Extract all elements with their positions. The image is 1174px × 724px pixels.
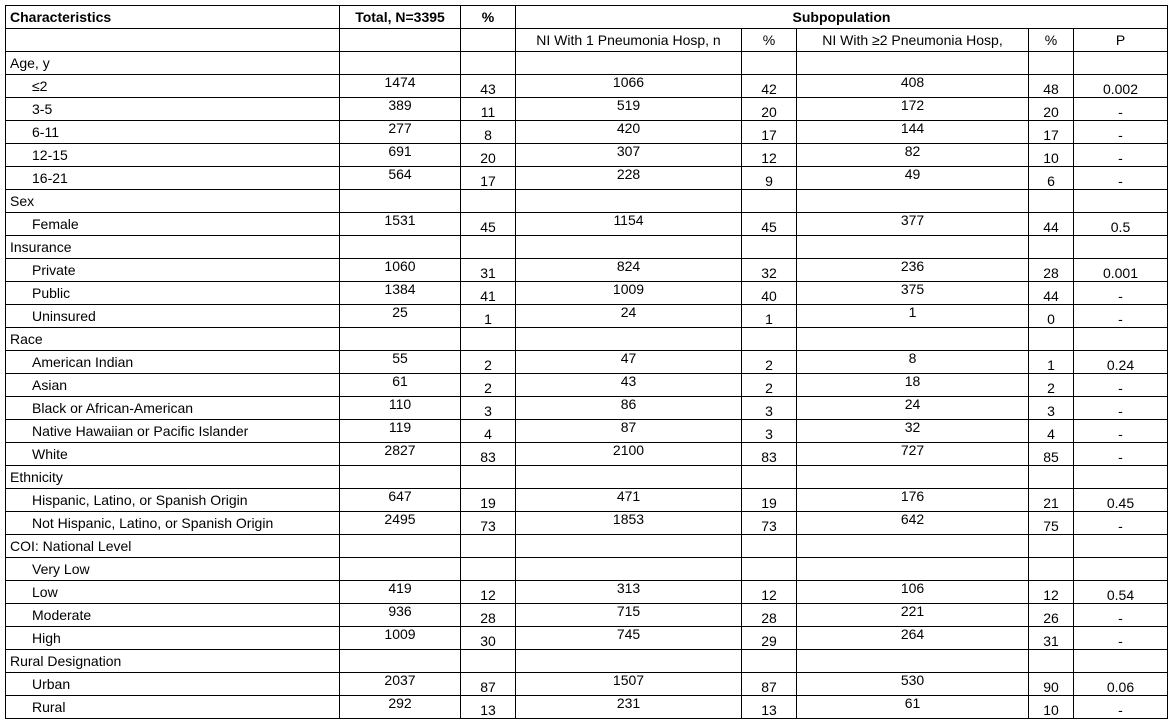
pct-cell: 12 <box>461 581 516 604</box>
ni2-cell: 176 <box>797 489 1029 512</box>
pct-cell: 13 <box>461 696 516 719</box>
ni1-cell <box>516 52 742 75</box>
pct-cell: 83 <box>461 443 516 466</box>
ni2-cell: 82 <box>797 144 1029 167</box>
ni2-pct-cell: 44 <box>1029 213 1074 236</box>
ni1-cell: 86 <box>516 397 742 420</box>
ni2-pct-cell: 44 <box>1029 282 1074 305</box>
row-label: American Indian <box>6 351 340 374</box>
category-label: COI: National Level <box>6 535 340 558</box>
header-blank <box>340 29 461 52</box>
total-cell: 277 <box>340 121 461 144</box>
pct-cell <box>461 236 516 259</box>
ni2-pct-cell <box>1029 236 1074 259</box>
ni2-pct-cell: 21 <box>1029 489 1074 512</box>
ni2-cell: 727 <box>797 443 1029 466</box>
row-label: 3-5 <box>6 98 340 121</box>
ni1-cell: 47 <box>516 351 742 374</box>
ni1-cell: 1009 <box>516 282 742 305</box>
row-label: Urban <box>6 673 340 696</box>
ni2-cell: 1 <box>797 305 1029 328</box>
ni2-cell <box>797 650 1029 673</box>
pct-cell: 43 <box>461 75 516 98</box>
pct-cell <box>461 190 516 213</box>
ni2-pct-cell: 10 <box>1029 144 1074 167</box>
total-cell <box>340 466 461 489</box>
header-p: P <box>1074 29 1168 52</box>
table-row <box>6 144 1168 167</box>
ni1-pct-cell <box>742 466 797 489</box>
table-row <box>6 397 1168 420</box>
p-cell <box>1074 466 1168 489</box>
ni2-pct-cell: 20 <box>1029 98 1074 121</box>
total-cell: 1009 <box>340 627 461 650</box>
ni1-pct-cell: 13 <box>742 696 797 719</box>
ni2-cell: 24 <box>797 397 1029 420</box>
ni1-pct-cell <box>742 650 797 673</box>
total-cell: 2037 <box>340 673 461 696</box>
p-cell: 0.06 <box>1074 673 1168 696</box>
ni1-cell: 745 <box>516 627 742 650</box>
table-row <box>6 75 1168 98</box>
table-container <box>5 5 1168 719</box>
ni2-pct-cell <box>1029 52 1074 75</box>
ni2-pct-cell: 48 <box>1029 75 1074 98</box>
pct-cell: 73 <box>461 512 516 535</box>
row-label: ≤2 <box>6 75 340 98</box>
ni2-pct-cell: 31 <box>1029 627 1074 650</box>
ni1-cell: 1066 <box>516 75 742 98</box>
characteristics-table <box>5 5 1168 719</box>
header-ni1: NI With 1 Pneumonia Hosp, n <box>516 29 742 52</box>
pct-cell: 2 <box>461 351 516 374</box>
ni2-pct-cell: 28 <box>1029 259 1074 282</box>
ni1-pct-cell: 2 <box>742 351 797 374</box>
ni2-cell: 18 <box>797 374 1029 397</box>
ni1-pct-cell <box>742 236 797 259</box>
total-cell: 55 <box>340 351 461 374</box>
p-cell: - <box>1074 282 1168 305</box>
total-cell: 25 <box>340 305 461 328</box>
ni2-cell: 32 <box>797 420 1029 443</box>
ni2-pct-cell <box>1029 558 1074 581</box>
table-row <box>6 558 1168 581</box>
total-cell: 389 <box>340 98 461 121</box>
pct-cell <box>461 650 516 673</box>
table-row <box>6 627 1168 650</box>
ni2-pct-cell: 4 <box>1029 420 1074 443</box>
total-cell: 2827 <box>340 443 461 466</box>
ni1-cell: 519 <box>516 98 742 121</box>
pct-cell: 30 <box>461 627 516 650</box>
row-label: Rural <box>6 696 340 719</box>
pct-cell: 19 <box>461 489 516 512</box>
ni2-pct-cell: 2 <box>1029 374 1074 397</box>
row-label: High <box>6 627 340 650</box>
p-cell <box>1074 535 1168 558</box>
header-characteristics: Characteristics <box>6 6 340 29</box>
header-total: Total, N=3395 <box>340 6 461 29</box>
pct-cell: 8 <box>461 121 516 144</box>
ni2-cell: 172 <box>797 98 1029 121</box>
category-label: Rural Designation <box>6 650 340 673</box>
ni1-cell: 471 <box>516 489 742 512</box>
pct-cell <box>461 558 516 581</box>
ni1-pct-cell: 9 <box>742 167 797 190</box>
ni1-cell <box>516 650 742 673</box>
p-cell: - <box>1074 604 1168 627</box>
ni1-cell: 715 <box>516 604 742 627</box>
row-label: 6-11 <box>6 121 340 144</box>
ni1-pct-cell: 12 <box>742 581 797 604</box>
ni2-pct-cell: 12 <box>1029 581 1074 604</box>
category-label: Ethnicity <box>6 466 340 489</box>
row-label: Asian <box>6 374 340 397</box>
total-cell: 119 <box>340 420 461 443</box>
total-cell <box>340 236 461 259</box>
row-label: 16-21 <box>6 167 340 190</box>
p-cell: 0.54 <box>1074 581 1168 604</box>
ni1-pct-cell: 73 <box>742 512 797 535</box>
p-cell: - <box>1074 443 1168 466</box>
row-label: Female <box>6 213 340 236</box>
ni2-cell <box>797 466 1029 489</box>
header-blank <box>6 29 340 52</box>
ni2-cell <box>797 328 1029 351</box>
table-row <box>6 512 1168 535</box>
total-cell: 1531 <box>340 213 461 236</box>
ni2-pct-cell: 6 <box>1029 167 1074 190</box>
total-cell: 647 <box>340 489 461 512</box>
row-label: Public <box>6 282 340 305</box>
ni2-cell <box>797 535 1029 558</box>
header-ni2: NI With ≥2 Pneumonia Hosp, <box>797 29 1029 52</box>
row-label: Moderate <box>6 604 340 627</box>
pct-cell: 3 <box>461 397 516 420</box>
total-cell: 1384 <box>340 282 461 305</box>
ni2-pct-cell: 85 <box>1029 443 1074 466</box>
pct-cell: 1 <box>461 305 516 328</box>
ni1-pct-cell: 87 <box>742 673 797 696</box>
category-row <box>6 190 1168 213</box>
header-subpopulation: Subpopulation <box>516 6 1168 29</box>
row-label: Very Low <box>6 558 340 581</box>
ni2-pct-cell: 75 <box>1029 512 1074 535</box>
total-cell: 1060 <box>340 259 461 282</box>
table-row <box>6 121 1168 144</box>
p-cell: - <box>1074 512 1168 535</box>
p-cell: - <box>1074 627 1168 650</box>
table-row <box>6 167 1168 190</box>
header-blank <box>461 29 516 52</box>
row-label: Low <box>6 581 340 604</box>
pct-cell <box>461 52 516 75</box>
ni1-cell <box>516 328 742 351</box>
category-label: Race <box>6 328 340 351</box>
ni1-pct-cell: 1 <box>742 305 797 328</box>
ni2-cell: 106 <box>797 581 1029 604</box>
ni1-cell: 307 <box>516 144 742 167</box>
ni2-cell: 236 <box>797 259 1029 282</box>
row-label: White <box>6 443 340 466</box>
table-row <box>6 213 1168 236</box>
p-cell: 0.001 <box>1074 259 1168 282</box>
ni1-cell <box>516 558 742 581</box>
table-body <box>6 52 1168 719</box>
table-row <box>6 443 1168 466</box>
ni1-pct-cell: 20 <box>742 98 797 121</box>
ni2-cell <box>797 190 1029 213</box>
ni1-cell: 43 <box>516 374 742 397</box>
total-cell <box>340 650 461 673</box>
pct-cell <box>461 466 516 489</box>
ni1-pct-cell: 3 <box>742 420 797 443</box>
category-label: Age, y <box>6 52 340 75</box>
row-label: Black or African-American <box>6 397 340 420</box>
ni1-pct-cell: 45 <box>742 213 797 236</box>
ni1-pct-cell <box>742 328 797 351</box>
p-cell <box>1074 236 1168 259</box>
table-row <box>6 581 1168 604</box>
ni1-cell: 824 <box>516 259 742 282</box>
ni2-cell: 530 <box>797 673 1029 696</box>
ni1-pct-cell: 12 <box>742 144 797 167</box>
ni1-cell: 228 <box>516 167 742 190</box>
pct-cell: 45 <box>461 213 516 236</box>
ni2-cell: 375 <box>797 282 1029 305</box>
total-cell: 936 <box>340 604 461 627</box>
ni1-pct-cell: 42 <box>742 75 797 98</box>
ni2-cell: 221 <box>797 604 1029 627</box>
p-cell: 0.002 <box>1074 75 1168 98</box>
ni1-cell: 313 <box>516 581 742 604</box>
ni1-pct-cell: 3 <box>742 397 797 420</box>
table-row <box>6 604 1168 627</box>
pct-cell: 2 <box>461 374 516 397</box>
total-cell: 564 <box>340 167 461 190</box>
total-cell: 292 <box>340 696 461 719</box>
ni2-cell: 264 <box>797 627 1029 650</box>
ni1-cell <box>516 190 742 213</box>
p-cell: - <box>1074 98 1168 121</box>
ni2-cell: 408 <box>797 75 1029 98</box>
p-cell: - <box>1074 121 1168 144</box>
total-cell <box>340 190 461 213</box>
p-cell <box>1074 328 1168 351</box>
header-row-2 <box>6 29 1168 52</box>
row-label: Private <box>6 259 340 282</box>
row-label: 12-15 <box>6 144 340 167</box>
ni1-cell: 24 <box>516 305 742 328</box>
p-cell: 0.45 <box>1074 489 1168 512</box>
p-cell <box>1074 558 1168 581</box>
ni1-cell <box>516 236 742 259</box>
ni2-cell: 642 <box>797 512 1029 535</box>
ni2-pct-cell <box>1029 328 1074 351</box>
ni1-cell: 1154 <box>516 213 742 236</box>
total-cell: 110 <box>340 397 461 420</box>
table-row <box>6 98 1168 121</box>
ni2-pct-cell <box>1029 535 1074 558</box>
ni1-cell: 87 <box>516 420 742 443</box>
ni1-cell: 420 <box>516 121 742 144</box>
ni2-cell: 49 <box>797 167 1029 190</box>
ni2-pct-cell: 1 <box>1029 351 1074 374</box>
p-cell: 0.5 <box>1074 213 1168 236</box>
pct-cell: 20 <box>461 144 516 167</box>
p-cell <box>1074 52 1168 75</box>
ni2-cell <box>797 558 1029 581</box>
table-row <box>6 489 1168 512</box>
p-cell: - <box>1074 397 1168 420</box>
pct-cell: 17 <box>461 167 516 190</box>
ni2-pct-cell: 0 <box>1029 305 1074 328</box>
ni1-pct-cell: 19 <box>742 489 797 512</box>
ni2-pct-cell: 17 <box>1029 121 1074 144</box>
p-cell <box>1074 190 1168 213</box>
ni2-cell: 144 <box>797 121 1029 144</box>
ni1-pct-cell <box>742 52 797 75</box>
ni1-pct-cell <box>742 190 797 213</box>
ni1-cell: 1853 <box>516 512 742 535</box>
table-row <box>6 305 1168 328</box>
pct-cell: 31 <box>461 259 516 282</box>
ni1-cell <box>516 535 742 558</box>
ni2-pct-cell: 3 <box>1029 397 1074 420</box>
table-row <box>6 696 1168 719</box>
p-cell: - <box>1074 696 1168 719</box>
ni1-pct-cell: 40 <box>742 282 797 305</box>
category-row <box>6 535 1168 558</box>
ni2-cell: 377 <box>797 213 1029 236</box>
header-pct3: % <box>1029 29 1074 52</box>
table-row <box>6 259 1168 282</box>
ni1-pct-cell: 28 <box>742 604 797 627</box>
p-cell: - <box>1074 305 1168 328</box>
ni2-pct-cell <box>1029 650 1074 673</box>
p-cell: - <box>1074 374 1168 397</box>
ni2-pct-cell: 26 <box>1029 604 1074 627</box>
header-row-1 <box>6 6 1168 29</box>
category-row <box>6 52 1168 75</box>
category-label: Insurance <box>6 236 340 259</box>
p-cell: - <box>1074 144 1168 167</box>
pct-cell <box>461 328 516 351</box>
total-cell: 61 <box>340 374 461 397</box>
pct-cell: 41 <box>461 282 516 305</box>
table-row <box>6 282 1168 305</box>
category-row <box>6 466 1168 489</box>
ni1-pct-cell: 17 <box>742 121 797 144</box>
total-cell: 1474 <box>340 75 461 98</box>
row-label: Hispanic, Latino, or Spanish Origin <box>6 489 340 512</box>
category-row <box>6 650 1168 673</box>
ni2-cell: 61 <box>797 696 1029 719</box>
ni1-cell: 231 <box>516 696 742 719</box>
ni2-cell <box>797 236 1029 259</box>
header-pct: % <box>461 6 516 29</box>
ni1-cell <box>516 466 742 489</box>
ni1-pct-cell: 29 <box>742 627 797 650</box>
table-row <box>6 351 1168 374</box>
total-cell <box>340 328 461 351</box>
table-row <box>6 374 1168 397</box>
p-cell: 0.24 <box>1074 351 1168 374</box>
ni1-pct-cell: 2 <box>742 374 797 397</box>
category-label: Sex <box>6 190 340 213</box>
ni2-cell <box>797 52 1029 75</box>
table-row <box>6 673 1168 696</box>
ni1-cell: 1507 <box>516 673 742 696</box>
total-cell <box>340 535 461 558</box>
header-pct2: % <box>742 29 797 52</box>
pct-cell: 11 <box>461 98 516 121</box>
category-row <box>6 328 1168 351</box>
row-label: Not Hispanic, Latino, or Spanish Origin <box>6 512 340 535</box>
total-cell: 691 <box>340 144 461 167</box>
ni2-pct-cell <box>1029 466 1074 489</box>
p-cell <box>1074 650 1168 673</box>
ni2-cell: 8 <box>797 351 1029 374</box>
ni1-cell: 2100 <box>516 443 742 466</box>
row-label: Native Hawaiian or Pacific Islander <box>6 420 340 443</box>
ni2-pct-cell: 10 <box>1029 696 1074 719</box>
ni2-pct-cell: 90 <box>1029 673 1074 696</box>
table-row <box>6 420 1168 443</box>
ni1-pct-cell: 32 <box>742 259 797 282</box>
pct-cell <box>461 535 516 558</box>
pct-cell: 87 <box>461 673 516 696</box>
pct-cell: 28 <box>461 604 516 627</box>
pct-cell: 4 <box>461 420 516 443</box>
p-cell: - <box>1074 420 1168 443</box>
ni1-pct-cell <box>742 558 797 581</box>
ni2-pct-cell <box>1029 190 1074 213</box>
category-row <box>6 236 1168 259</box>
ni1-pct-cell <box>742 535 797 558</box>
total-cell <box>340 558 461 581</box>
total-cell: 419 <box>340 581 461 604</box>
row-label: Uninsured <box>6 305 340 328</box>
total-cell <box>340 52 461 75</box>
ni1-pct-cell: 83 <box>742 443 797 466</box>
p-cell: - <box>1074 167 1168 190</box>
total-cell: 2495 <box>340 512 461 535</box>
